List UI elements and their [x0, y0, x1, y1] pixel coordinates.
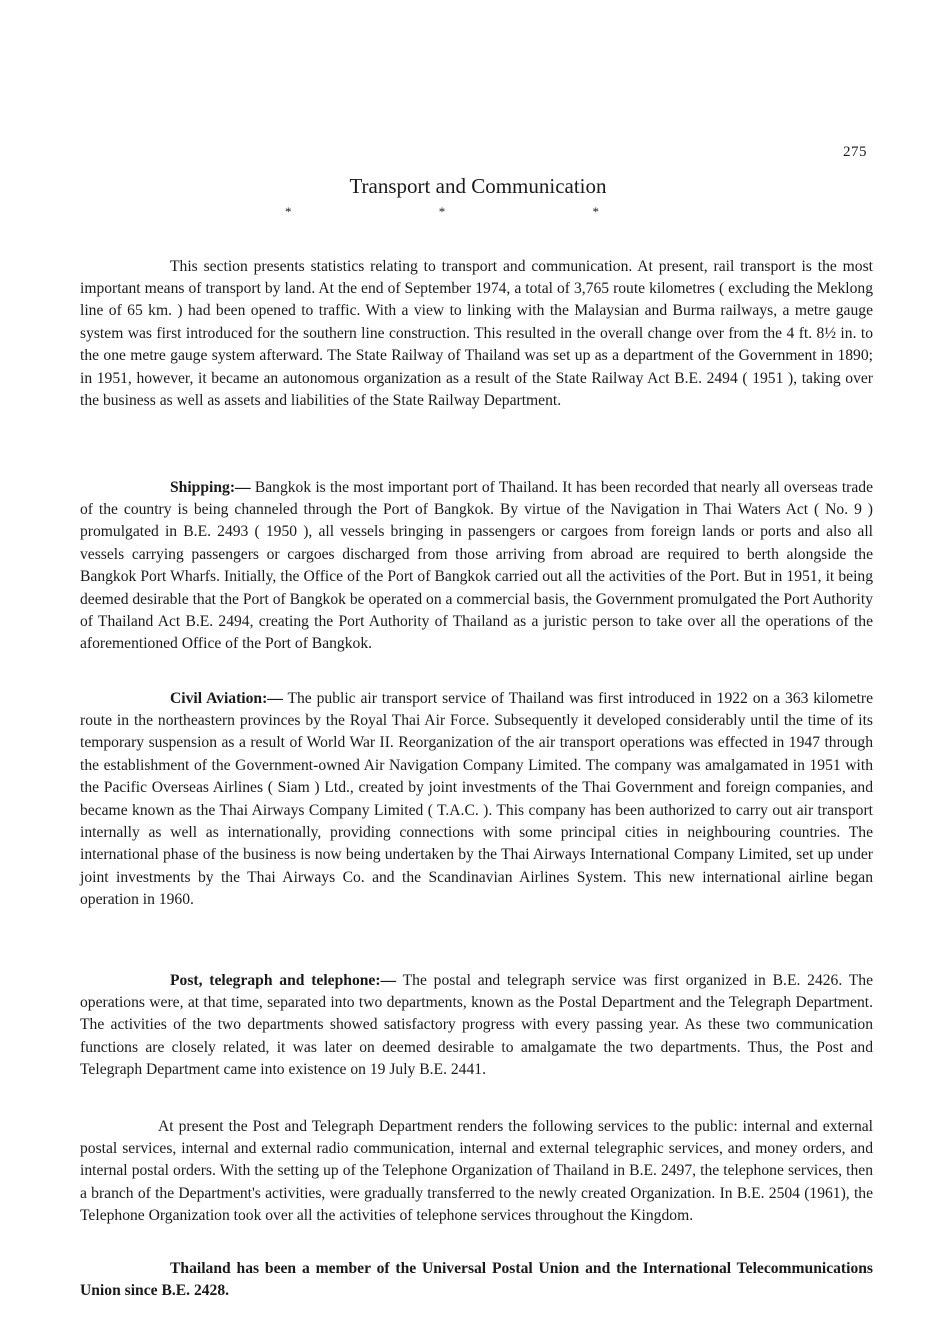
page-number: 275: [843, 144, 867, 160]
intro-paragraph: [80, 256, 873, 413]
aviation-paragraph: [80, 688, 873, 912]
services-paragraph: [80, 1116, 873, 1228]
post-text: The postal and telegraph service was first organized in B.E. 2426. The operations were, at that time, separated into two departments, known as the Postal Department and the Telegraph Department. The activities of the two departments showed satisfactory progress with every passing year. As these two communication functions are closely related, it was later on deemed desirable to amalgamate the two departments. Thus, the Post and Telegraph Department came into existence on 19 July B.E. 2441.: [80, 971, 873, 1079]
title-ornament: * * *: [285, 204, 671, 219]
post-paragraph: [80, 970, 873, 1082]
shipping-heading: Shipping:—: [170, 478, 251, 496]
shipping-text: Bangkok is the most important port of Thailand. It has been recorded that nearly all overseas trade of the country is being channeled through the Port of Bangkok. By virtue of the Navigation in Thai Waters Act ( No. 9 ) promulgated in B.E. 2493 ( 1950 ), all vessels bringing in passengers or cargoes from foreign lands or ports and also all vessels carrying passengers or cargoes discharged from those arriving from abroad are required to berth alongside the Bangkok Port Wharfs. Initially, the Office of the Port of Bangkok carried out all the activities of the Port. But in 1951, it being deemed desirable that the Port of Bangkok be operated on a commercial basis, the Government promulgated the Port Authority of Thailand Act B.E. 2494, creating the Port Authority of Thailand as a juristic person to take over all the operations of the aforementioned Office of the Port of Bangkok.: [80, 478, 873, 653]
membership-paragraph: [80, 1258, 873, 1303]
intro-text: This section presents statistics relating to transport and communication. At present, rail transport is the most important means of transport by land. At the end of September 1974, a total of 3,765 route kilometres ( excluding the Meklong line of 65 km. ) had been opened to traffic. With a view to linking with the Malaysian and Burma railways, a metre gauge system was first introduced for the southern line construction. This resulted in the overall change over from the 4 ft. 8½ in. to the one metre gauge system afterward. The State Railway of Thailand was set up as a department of the Government in 1890; in 1951, however, it became an autonomous organization as a result of the State Railway Act B.E. 2494 ( 1951 ), taking over the business as well as assets and liabilities of the State Railway Department.: [80, 257, 873, 410]
aviation-heading: Civil Aviation:—: [170, 689, 283, 707]
post-heading: Post, telegraph and telephone:—: [170, 971, 397, 989]
shipping-paragraph: [80, 477, 873, 656]
services-text: At present the Post and Telegraph Department renders the following services to the public: internal and external postal services, internal and external radio communication, internal and external telegraphic services, and money orders, and internal postal orders. With the setting up of the Telephone Organization of Thailand in B.E. 2497, the telephone services, then a branch of the Department's activities, were gradually transferred to the newly created Organization. In B.E. 2504 (1961), the Telephone Organization took over all the activities of telephone services throughout the Kingdom.: [80, 1117, 873, 1225]
aviation-text: The public air transport service of Thailand was first introduced in 1922 on a 363 kilometre route in the northeastern provinces by the Royal Thai Air Force. Subsequently it developed considerably until the time of its temporary suspension as a result of World War II. Reorganization of the air transport operations was effected in 1947 through the establishment of the Government-owned Air Navigation Company Limited. The company was amalgamated in 1951 with the Pacific Overseas Airlines ( Siam ) Ltd., created by joint investments of the Thai Government and foreign companies, and became known as the Thai Airways Company Limited ( T.A.C. ). This company has been authorized to carry out air transport internally as well as internationally, providing connections with some principal cities in neighbouring countries. The international phase of the business is now being undertaken by the Thai Airways International Company Limited, set up under joint investments by the Thai Airways Co. and the Scandinavian Airlines System. This new international airline began operation in 1960.: [80, 689, 874, 909]
page-title: Transport and Communication: [349, 174, 607, 198]
membership-text: Thailand has been a member of the Universal Postal Union and the International Telecommunications Union since B.E. 2428.: [80, 1259, 873, 1299]
